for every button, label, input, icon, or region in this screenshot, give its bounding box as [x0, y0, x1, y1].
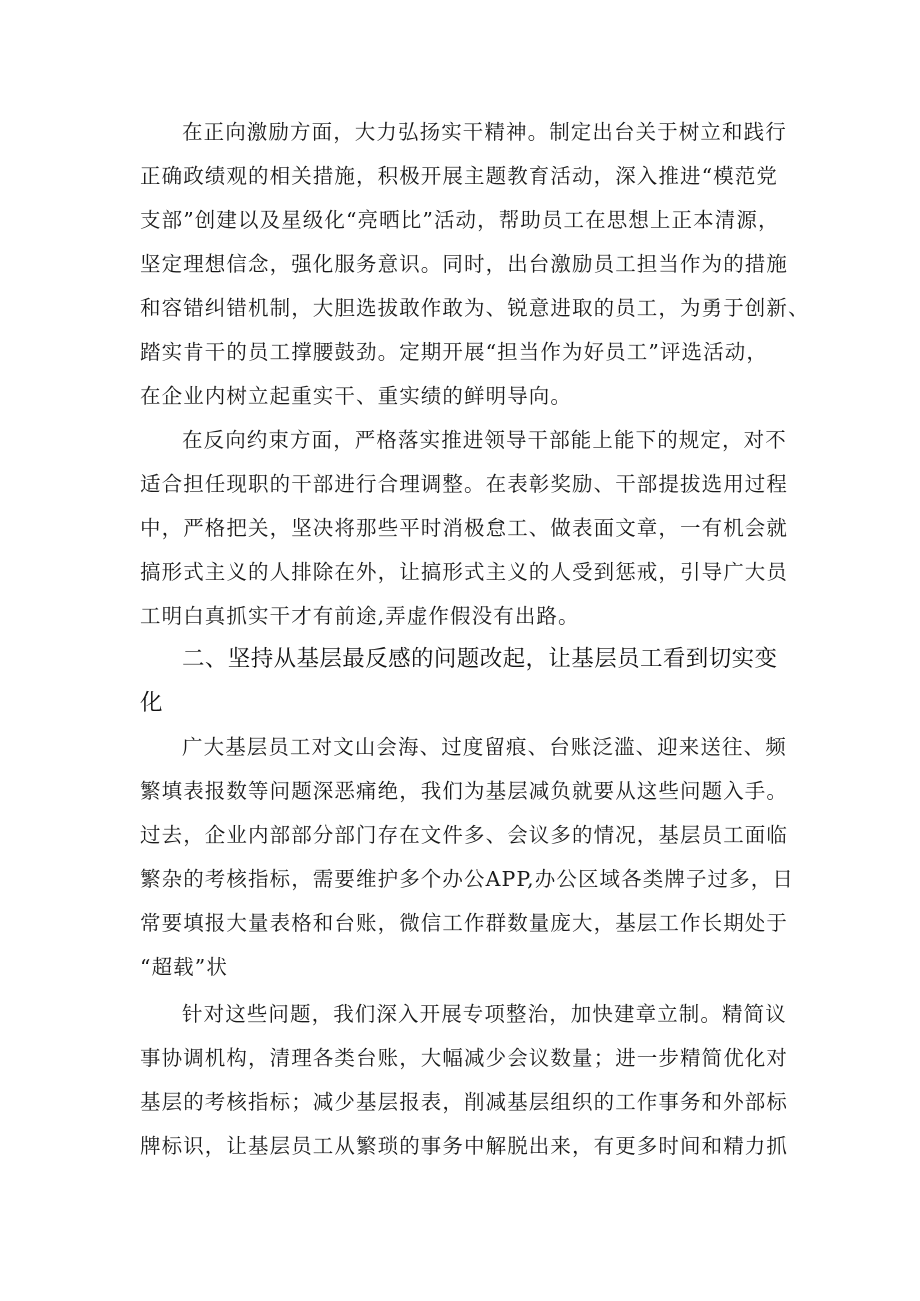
paragraph-3-line-4: 繁杂的考核指标，需要维护多个办公APP,办公区域各类牌子过多，日 — [140, 867, 794, 891]
paragraph-2-line-1: 在反向约束方面，严格落实推进领导干部能上能下的规定，对不 — [182, 428, 787, 452]
paragraph-1-line-2: 正确政绩观的相关措施，积极开展主题教育活动，深入推进“模范党 — [140, 164, 778, 188]
section-heading-line-2: 化 — [140, 690, 163, 716]
paragraph-4-line-2: 事协调机构，清理各类台账，大幅减少会议数量；进一步精简优化对 — [140, 1046, 788, 1070]
paragraph-3-line-5: 常要填报大量表格和台账，微信工作群数量庞大，基层工作长期处于 — [140, 911, 788, 935]
paragraph-4-line-1: 针对这些问题，我们深入开展专项整治，加快建章立制。精简议 — [182, 1002, 787, 1026]
paragraph-2-line-5: 工明白真抓实干才有前途,弄虚作假没有出路。 — [140, 604, 580, 628]
paragraph-3-line-1: 广大基层员工对文山会海、过度留痕、台账泛滥、迎来送往、频 — [182, 735, 787, 759]
paragraph-2-line-3: 中，严格把关，坚决将那些平时消极怠工、做表面文章，一有机会就 — [140, 516, 788, 540]
paragraph-3-line-2: 繁填表报数等问题深恶痛绝，我们为基层减负就要从这些问题入手。 — [140, 779, 788, 803]
paragraph-1-line-1: 在正向激励方面，大力弘扬实干精神。制定出台关于树立和践行 — [182, 120, 787, 144]
paragraph-1-line-7: 在企业内树立起重实干、重实绩的鲜明导向。 — [140, 384, 572, 408]
paragraph-1-line-3: 支部”创建以及星级化“亮晒比”活动，帮助员工在思想上正本清源， — [140, 208, 780, 232]
section-heading-line-1: 二、坚持从基层最反感的问题改起，让基层员工看到切实变 — [182, 646, 778, 672]
paragraph-2-line-4: 搞形式主义的人排除在外，让搞形式主义的人受到惩戒，引导广大员 — [140, 560, 788, 584]
paragraph-2-line-2: 适合担任现职的干部进行合理调整。在表彰奖励、干部提拔选用过程 — [140, 472, 788, 496]
paragraph-3-line-3: 过去，企业内部部分部门存在文件多、会议多的情况，基层员工面临 — [140, 823, 788, 847]
paragraph-4-line-3: 基层的考核指标；减少基层报表，削减基层组织的工作事务和外部标 — [140, 1090, 788, 1114]
paragraph-1-line-5: 和容错纠错机制，大胆选拔敢作敢为、锐意进取的员工，为勇于创新、 — [140, 296, 810, 320]
paragraph-1-line-6: 踏实肯干的员工撑腰鼓劲。定期开展“担当作为好员工”评选活动， — [140, 340, 768, 364]
paragraph-3-line-6: “超载”状 — [140, 955, 228, 979]
paragraph-4-line-4: 牌标识，让基层员工从繁琐的事务中解脱出来，有更多时间和精力抓 — [140, 1134, 788, 1158]
paragraph-1-line-4: 坚定理想信念，强化服务意识。同时，出台激励员工担当作为的措施 — [140, 252, 788, 276]
